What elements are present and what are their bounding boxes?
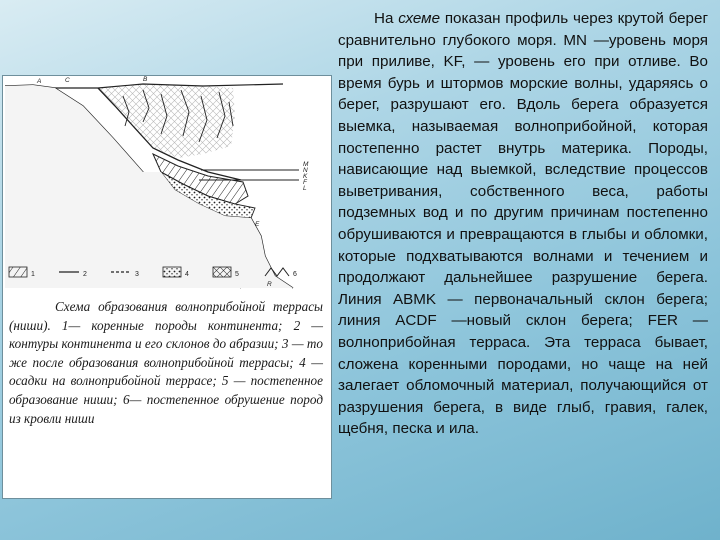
legend-swatch-5 <box>213 267 231 277</box>
label-k: K <box>303 173 308 180</box>
legend-number-6: 6 <box>293 271 297 278</box>
legend-swatch-1 <box>9 267 27 277</box>
label-e: E <box>255 221 260 228</box>
legend-swatch-6 <box>265 268 289 276</box>
label-r: R <box>267 281 272 288</box>
caption-text: Схема образования волноприбойной террасы (ниши). 1— коренные породы континента; 2 — контуры континента и его склонов до абразии; 3 — то же после образования волноприбойной террасы; 4 — осадки на волноприбойной террасе; 5 — постепенное образование ниши; 6— постепенное обрушение пород из кровли ниши <box>9 299 323 426</box>
figure-caption <box>9 298 323 428</box>
paragraph-text: показан профиль через крутой берег сравнительно глубокого моря. MN —уровень моря при приливе, KF, — уровень его при отливе. Во время бурь и штормов морские волны, ударяясь о берег, разрушают его. Вдоль берега образуется выемка, называемая волноприбойной, которая постепенно растет внутрь материка. Породы, нависающие над выемкой, вследствие процессов выветривания, собственного веса, работы подземных вод и по другим причинам постепенно обрушиваются и превращаются в глыбы и обломки, которые подхватываются волнами и течением и продолжают дальнейшее разрушение берега. Линия ABMK — первоначальный склон берега; линия ACDF —новый склон берега; FER — волноприбойная терраса. Эта терраса бывает, сложена коренными породами, но чаще на ней залегает обломочный материал, получающийся от разрушения берега, в виде глыб, гравия, галек, щебня, песка и ила. <box>338 10 708 438</box>
label-l: L <box>303 185 307 192</box>
label-b: B <box>143 76 148 83</box>
legend-number-4: 4 <box>185 271 189 278</box>
legend-number-1: 1 <box>31 271 35 278</box>
explanation-paragraph <box>338 8 708 440</box>
legend-number-3: 3 <box>135 271 139 278</box>
figure-card <box>2 75 332 499</box>
legend-swatch-4 <box>163 267 181 277</box>
label-c: C <box>65 77 70 84</box>
legend-number-2: 2 <box>83 271 87 278</box>
label-m: M <box>303 161 309 168</box>
label-n: N <box>303 167 308 174</box>
paragraph-lead-italic: схеме <box>398 10 441 27</box>
diagram-legend <box>3 260 331 286</box>
paragraph-lead: На <box>374 10 394 27</box>
legend-number-5: 5 <box>235 271 239 278</box>
label-f: F <box>303 179 307 186</box>
label-a: A <box>37 78 42 85</box>
